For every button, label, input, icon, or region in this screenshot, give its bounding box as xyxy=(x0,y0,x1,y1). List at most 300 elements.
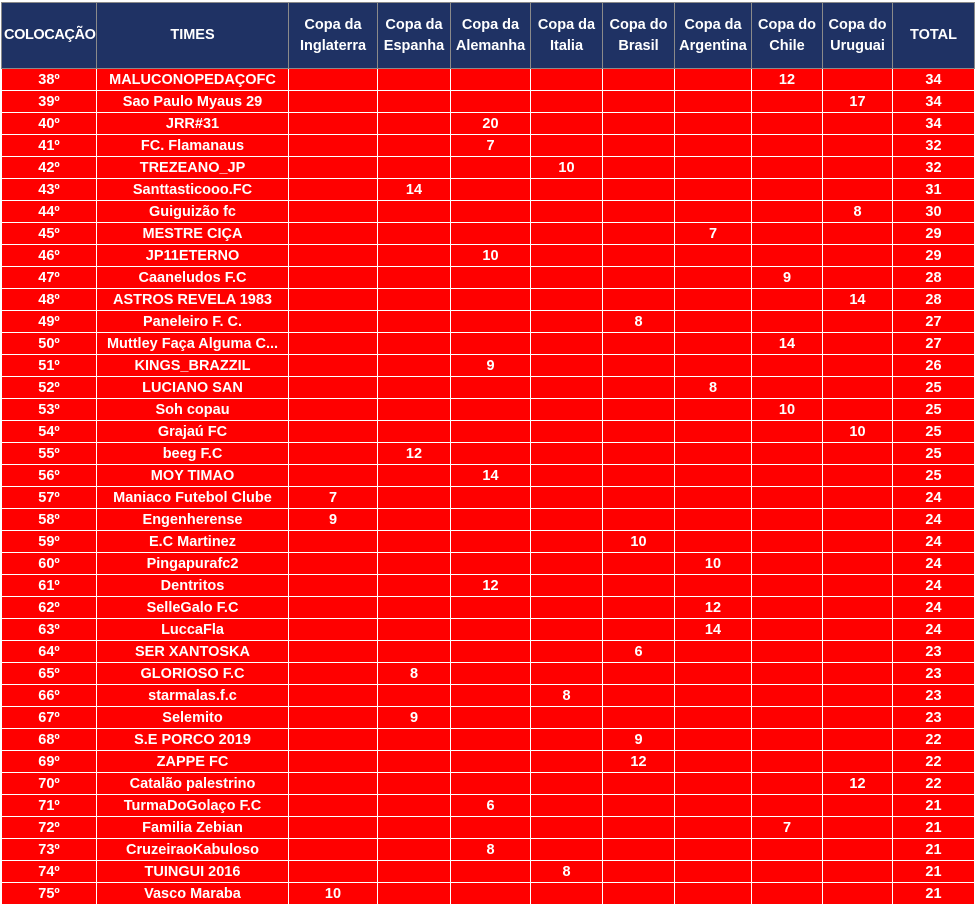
copa-argentina-cell xyxy=(675,531,752,553)
copa-uruguai-cell xyxy=(823,619,893,641)
copa-argentina-cell xyxy=(675,685,752,707)
copa-alemanha-cell xyxy=(451,487,531,509)
copa-argentina-cell: 8 xyxy=(675,377,752,399)
table-row xyxy=(2,839,975,861)
copa-brasil-cell xyxy=(603,597,675,619)
total-cell: 32 xyxy=(893,157,975,179)
copa-uruguai-cell xyxy=(823,487,893,509)
copa-uruguai-cell xyxy=(823,795,893,817)
copa-chile-cell: 12 xyxy=(752,69,823,91)
position-cell: 47º xyxy=(2,267,97,289)
copa-argentina-cell xyxy=(675,861,752,883)
team-name-cell: JRR#31 xyxy=(97,113,289,135)
copa-alemanha-cell xyxy=(451,509,531,531)
copa-brasil-cell xyxy=(603,69,675,91)
position-cell: 53º xyxy=(2,399,97,421)
copa-alemanha-cell xyxy=(451,333,531,355)
total-cell: 34 xyxy=(893,113,975,135)
copa-italia-cell xyxy=(531,311,603,333)
position-cell: 48º xyxy=(2,289,97,311)
table-row xyxy=(2,69,975,91)
table-row xyxy=(2,487,975,509)
copa-uruguai-cell xyxy=(823,377,893,399)
copa-uruguai-cell xyxy=(823,751,893,773)
table-row xyxy=(2,201,975,223)
copa-chile-cell xyxy=(752,157,823,179)
copa-espanha-cell xyxy=(378,619,451,641)
team-name-cell: TurmaDoGolaço F.C xyxy=(97,795,289,817)
copa-chile-cell xyxy=(752,245,823,267)
copa-alemanha-cell xyxy=(451,663,531,685)
copa-alemanha-cell xyxy=(451,69,531,91)
total-cell: 26 xyxy=(893,355,975,377)
header-cell-total: TOTAL xyxy=(893,3,975,69)
table-row xyxy=(2,597,975,619)
copa-alemanha-cell: 14 xyxy=(451,465,531,487)
copa-argentina-cell xyxy=(675,245,752,267)
copa-brasil-cell xyxy=(603,509,675,531)
copa-brasil-cell xyxy=(603,377,675,399)
copa-italia-cell xyxy=(531,179,603,201)
position-cell: 60º xyxy=(2,553,97,575)
copa-brasil-cell xyxy=(603,267,675,289)
copa-inglaterra-cell xyxy=(289,729,378,751)
position-cell: 75º xyxy=(2,883,97,905)
header-cell-times: TIMES xyxy=(97,3,289,69)
total-cell: 25 xyxy=(893,421,975,443)
copa-brasil-cell xyxy=(603,685,675,707)
copa-italia-cell xyxy=(531,399,603,421)
team-name-cell: Vasco Maraba xyxy=(97,883,289,905)
copa-argentina-cell xyxy=(675,663,752,685)
copa-brasil-cell: 8 xyxy=(603,311,675,333)
copa-brasil-cell xyxy=(603,201,675,223)
team-name-cell: Muttley Faça Alguma C... xyxy=(97,333,289,355)
team-name-cell: JP11ETERNO xyxy=(97,245,289,267)
copa-inglaterra-cell xyxy=(289,355,378,377)
copa-alemanha-cell xyxy=(451,179,531,201)
copa-italia-cell xyxy=(531,201,603,223)
table-row xyxy=(2,333,975,355)
copa-chile-cell xyxy=(752,289,823,311)
table-row xyxy=(2,289,975,311)
copa-alemanha-cell xyxy=(451,817,531,839)
table-row xyxy=(2,641,975,663)
header-cell-copa-espanha: Copa da Espanha xyxy=(378,3,451,69)
position-cell: 46º xyxy=(2,245,97,267)
team-name-cell: Familia Zebian xyxy=(97,817,289,839)
copa-brasil-cell xyxy=(603,223,675,245)
copa-chile-cell xyxy=(752,509,823,531)
position-cell: 41º xyxy=(2,135,97,157)
copa-inglaterra-cell xyxy=(289,201,378,223)
copa-italia-cell: 8 xyxy=(531,685,603,707)
total-cell: 23 xyxy=(893,707,975,729)
copa-espanha-cell: 12 xyxy=(378,443,451,465)
copa-inglaterra-cell xyxy=(289,839,378,861)
copa-chile-cell xyxy=(752,465,823,487)
team-name-cell: SER XANTOSKA xyxy=(97,641,289,663)
copa-inglaterra-cell: 7 xyxy=(289,487,378,509)
copa-inglaterra-cell xyxy=(289,91,378,113)
copa-espanha-cell: 8 xyxy=(378,663,451,685)
team-name-cell: E.C Martinez xyxy=(97,531,289,553)
table-row xyxy=(2,421,975,443)
copa-alemanha-cell xyxy=(451,157,531,179)
table-row xyxy=(2,113,975,135)
total-cell: 25 xyxy=(893,399,975,421)
copa-inglaterra-cell xyxy=(289,553,378,575)
copa-italia-cell xyxy=(531,223,603,245)
copa-espanha-cell xyxy=(378,91,451,113)
position-cell: 64º xyxy=(2,641,97,663)
copa-alemanha-cell xyxy=(451,399,531,421)
copa-argentina-cell: 7 xyxy=(675,223,752,245)
position-cell: 74º xyxy=(2,861,97,883)
copa-chile-cell xyxy=(752,575,823,597)
copa-italia-cell xyxy=(531,641,603,663)
total-cell: 25 xyxy=(893,377,975,399)
copa-brasil-cell xyxy=(603,91,675,113)
copa-italia-cell xyxy=(531,421,603,443)
copa-espanha-cell xyxy=(378,333,451,355)
copa-chile-cell xyxy=(752,883,823,905)
table-row xyxy=(2,773,975,795)
copa-espanha-cell xyxy=(378,751,451,773)
copa-alemanha-cell xyxy=(451,597,531,619)
header-cell-copa-argentina: Copa da Argentina xyxy=(675,3,752,69)
copa-uruguai-cell xyxy=(823,839,893,861)
total-cell: 28 xyxy=(893,289,975,311)
copa-chile-cell xyxy=(752,179,823,201)
copa-uruguai-cell xyxy=(823,465,893,487)
position-cell: 71º xyxy=(2,795,97,817)
copa-italia-cell xyxy=(531,883,603,905)
copa-italia-cell xyxy=(531,663,603,685)
team-name-cell: Santtasticooo.FC xyxy=(97,179,289,201)
team-name-cell: beeg F.C xyxy=(97,443,289,465)
copa-alemanha-cell xyxy=(451,619,531,641)
copa-espanha-cell xyxy=(378,509,451,531)
copa-inglaterra-cell xyxy=(289,817,378,839)
copa-chile-cell: 14 xyxy=(752,333,823,355)
table-row xyxy=(2,223,975,245)
copa-chile-cell xyxy=(752,751,823,773)
copa-italia-cell xyxy=(531,267,603,289)
total-cell: 21 xyxy=(893,795,975,817)
copa-uruguai-cell: 10 xyxy=(823,421,893,443)
copa-italia-cell xyxy=(531,839,603,861)
copa-alemanha-cell xyxy=(451,553,531,575)
copa-argentina-cell: 14 xyxy=(675,619,752,641)
team-name-cell: Caaneludos F.C xyxy=(97,267,289,289)
total-cell: 30 xyxy=(893,201,975,223)
copa-alemanha-cell: 10 xyxy=(451,245,531,267)
total-cell: 23 xyxy=(893,663,975,685)
copa-espanha-cell xyxy=(378,861,451,883)
copa-alemanha-cell xyxy=(451,201,531,223)
copa-brasil-cell xyxy=(603,707,675,729)
copa-inglaterra-cell xyxy=(289,773,378,795)
position-cell: 65º xyxy=(2,663,97,685)
header-cell-copa-italia: Copa da Italia xyxy=(531,3,603,69)
table-row xyxy=(2,377,975,399)
copa-alemanha-cell: 8 xyxy=(451,839,531,861)
total-cell: 24 xyxy=(893,575,975,597)
copa-alemanha-cell: 12 xyxy=(451,575,531,597)
position-cell: 67º xyxy=(2,707,97,729)
position-cell: 42º xyxy=(2,157,97,179)
copa-brasil-cell xyxy=(603,443,675,465)
total-cell: 25 xyxy=(893,443,975,465)
header-cell-copa-brasil: Copa do Brasil xyxy=(603,3,675,69)
copa-alemanha-cell xyxy=(451,267,531,289)
team-name-cell: TUINGUI 2016 xyxy=(97,861,289,883)
copa-argentina-cell xyxy=(675,839,752,861)
copa-argentina-cell xyxy=(675,707,752,729)
copa-uruguai-cell xyxy=(823,553,893,575)
total-cell: 25 xyxy=(893,465,975,487)
total-cell: 24 xyxy=(893,509,975,531)
copa-argentina-cell xyxy=(675,795,752,817)
copa-italia-cell xyxy=(531,377,603,399)
copa-inglaterra-cell xyxy=(289,157,378,179)
copa-argentina-cell: 12 xyxy=(675,597,752,619)
copa-uruguai-cell xyxy=(823,597,893,619)
copa-espanha-cell xyxy=(378,267,451,289)
position-cell: 56º xyxy=(2,465,97,487)
table-row xyxy=(2,751,975,773)
copa-espanha-cell: 14 xyxy=(378,179,451,201)
position-cell: 38º xyxy=(2,69,97,91)
total-cell: 24 xyxy=(893,553,975,575)
copa-uruguai-cell xyxy=(823,113,893,135)
copa-alemanha-cell xyxy=(451,861,531,883)
table-row xyxy=(2,619,975,641)
copa-uruguai-cell xyxy=(823,135,893,157)
copa-italia-cell xyxy=(531,597,603,619)
total-cell: 24 xyxy=(893,531,975,553)
team-name-cell: LuccaFla xyxy=(97,619,289,641)
copa-italia-cell xyxy=(531,245,603,267)
copa-alemanha-cell xyxy=(451,377,531,399)
table-row xyxy=(2,399,975,421)
copa-alemanha-cell: 9 xyxy=(451,355,531,377)
table-row xyxy=(2,553,975,575)
copa-espanha-cell xyxy=(378,839,451,861)
copa-brasil-cell xyxy=(603,883,675,905)
position-cell: 66º xyxy=(2,685,97,707)
copa-inglaterra-cell xyxy=(289,377,378,399)
copa-argentina-cell xyxy=(675,773,752,795)
copa-italia-cell xyxy=(531,531,603,553)
ranking-table xyxy=(1,2,975,905)
copa-brasil-cell xyxy=(603,135,675,157)
team-name-cell: GLORIOSO F.C xyxy=(97,663,289,685)
total-cell: 27 xyxy=(893,333,975,355)
table-row xyxy=(2,91,975,113)
copa-chile-cell xyxy=(752,641,823,663)
copa-argentina-cell xyxy=(675,201,752,223)
position-cell: 39º xyxy=(2,91,97,113)
position-cell: 40º xyxy=(2,113,97,135)
copa-italia-cell xyxy=(531,113,603,135)
total-cell: 21 xyxy=(893,839,975,861)
copa-brasil-cell xyxy=(603,245,675,267)
team-name-cell: Maniaco Futebol Clube xyxy=(97,487,289,509)
total-cell: 29 xyxy=(893,245,975,267)
copa-italia-cell xyxy=(531,773,603,795)
copa-chile-cell xyxy=(752,773,823,795)
team-name-cell: Engenherense xyxy=(97,509,289,531)
copa-brasil-cell: 10 xyxy=(603,531,675,553)
copa-espanha-cell xyxy=(378,883,451,905)
copa-chile-cell xyxy=(752,553,823,575)
position-cell: 49º xyxy=(2,311,97,333)
copa-italia-cell xyxy=(531,355,603,377)
copa-uruguai-cell xyxy=(823,179,893,201)
copa-brasil-cell xyxy=(603,817,675,839)
table-row xyxy=(2,465,975,487)
table-row xyxy=(2,245,975,267)
header-cell-copa-inglaterra: Copa da Inglaterra xyxy=(289,3,378,69)
copa-espanha-cell xyxy=(378,355,451,377)
position-cell: 59º xyxy=(2,531,97,553)
copa-argentina-cell xyxy=(675,443,752,465)
copa-espanha-cell xyxy=(378,773,451,795)
copa-chile-cell xyxy=(752,201,823,223)
copa-espanha-cell xyxy=(378,69,451,91)
copa-chile-cell xyxy=(752,707,823,729)
position-cell: 57º xyxy=(2,487,97,509)
copa-uruguai-cell xyxy=(823,311,893,333)
copa-argentina-cell xyxy=(675,487,752,509)
table-row xyxy=(2,817,975,839)
position-cell: 50º xyxy=(2,333,97,355)
header-cell-copa-uruguai: Copa do Uruguai xyxy=(823,3,893,69)
header-cell-copa-alemanha: Copa da Alemanha xyxy=(451,3,531,69)
copa-inglaterra-cell xyxy=(289,619,378,641)
copa-uruguai-cell: 17 xyxy=(823,91,893,113)
total-cell: 24 xyxy=(893,597,975,619)
copa-chile-cell xyxy=(752,487,823,509)
copa-espanha-cell xyxy=(378,795,451,817)
total-cell: 28 xyxy=(893,267,975,289)
copa-inglaterra-cell xyxy=(289,399,378,421)
position-cell: 58º xyxy=(2,509,97,531)
copa-alemanha-cell xyxy=(451,223,531,245)
total-cell: 22 xyxy=(893,729,975,751)
copa-argentina-cell xyxy=(675,817,752,839)
team-name-cell: Guiguizão fc xyxy=(97,201,289,223)
copa-italia-cell xyxy=(531,443,603,465)
copa-italia-cell xyxy=(531,91,603,113)
copa-uruguai-cell xyxy=(823,443,893,465)
copa-inglaterra-cell xyxy=(289,597,378,619)
copa-espanha-cell xyxy=(378,311,451,333)
team-name-cell: MOY TIMAO xyxy=(97,465,289,487)
copa-chile-cell: 9 xyxy=(752,267,823,289)
copa-chile-cell xyxy=(752,861,823,883)
copa-argentina-cell xyxy=(675,267,752,289)
copa-brasil-cell: 6 xyxy=(603,641,675,663)
team-name-cell: starmalas.f.c xyxy=(97,685,289,707)
team-name-cell: Selemito xyxy=(97,707,289,729)
team-name-cell: MALUCONOPEDAÇOFC xyxy=(97,69,289,91)
copa-chile-cell xyxy=(752,597,823,619)
position-cell: 63º xyxy=(2,619,97,641)
copa-chile-cell xyxy=(752,113,823,135)
copa-argentina-cell xyxy=(675,289,752,311)
copa-chile-cell xyxy=(752,135,823,157)
copa-inglaterra-cell xyxy=(289,663,378,685)
copa-brasil-cell: 9 xyxy=(603,729,675,751)
copa-italia-cell xyxy=(531,69,603,91)
copa-brasil-cell xyxy=(603,289,675,311)
copa-argentina-cell xyxy=(675,421,752,443)
table-row xyxy=(2,355,975,377)
team-name-cell: KINGS_BRAZZIL xyxy=(97,355,289,377)
team-name-cell: MESTRE CIÇA xyxy=(97,223,289,245)
table-row xyxy=(2,795,975,817)
copa-inglaterra-cell xyxy=(289,443,378,465)
copa-alemanha-cell xyxy=(451,421,531,443)
copa-italia-cell xyxy=(531,487,603,509)
total-cell: 24 xyxy=(893,487,975,509)
table-row xyxy=(2,509,975,531)
copa-brasil-cell xyxy=(603,421,675,443)
copa-alemanha-cell xyxy=(451,91,531,113)
copa-espanha-cell xyxy=(378,157,451,179)
copa-brasil-cell xyxy=(603,355,675,377)
copa-argentina-cell xyxy=(675,641,752,663)
copa-argentina-cell xyxy=(675,135,752,157)
copa-uruguai-cell xyxy=(823,861,893,883)
copa-chile-cell xyxy=(752,355,823,377)
copa-espanha-cell xyxy=(378,399,451,421)
total-cell: 23 xyxy=(893,685,975,707)
position-cell: 68º xyxy=(2,729,97,751)
copa-brasil-cell xyxy=(603,465,675,487)
copa-inglaterra-cell xyxy=(289,751,378,773)
copa-brasil-cell xyxy=(603,487,675,509)
copa-inglaterra-cell: 9 xyxy=(289,509,378,531)
copa-uruguai-cell xyxy=(823,641,893,663)
copa-chile-cell: 10 xyxy=(752,399,823,421)
copa-brasil-cell xyxy=(603,553,675,575)
copa-chile-cell xyxy=(752,223,823,245)
position-cell: 55º xyxy=(2,443,97,465)
copa-italia-cell xyxy=(531,707,603,729)
team-name-cell: Dentritos xyxy=(97,575,289,597)
copa-chile-cell xyxy=(752,443,823,465)
copa-chile-cell xyxy=(752,685,823,707)
copa-inglaterra-cell xyxy=(289,267,378,289)
copa-inglaterra-cell xyxy=(289,465,378,487)
copa-uruguai-cell xyxy=(823,663,893,685)
position-cell: 45º xyxy=(2,223,97,245)
team-name-cell: CruzeiraoKabuloso xyxy=(97,839,289,861)
copa-espanha-cell xyxy=(378,597,451,619)
copa-argentina-cell xyxy=(675,883,752,905)
copa-uruguai-cell xyxy=(823,245,893,267)
total-cell: 21 xyxy=(893,861,975,883)
copa-inglaterra-cell xyxy=(289,795,378,817)
copa-inglaterra-cell xyxy=(289,245,378,267)
table-row xyxy=(2,663,975,685)
copa-chile-cell xyxy=(752,839,823,861)
copa-espanha-cell xyxy=(378,553,451,575)
